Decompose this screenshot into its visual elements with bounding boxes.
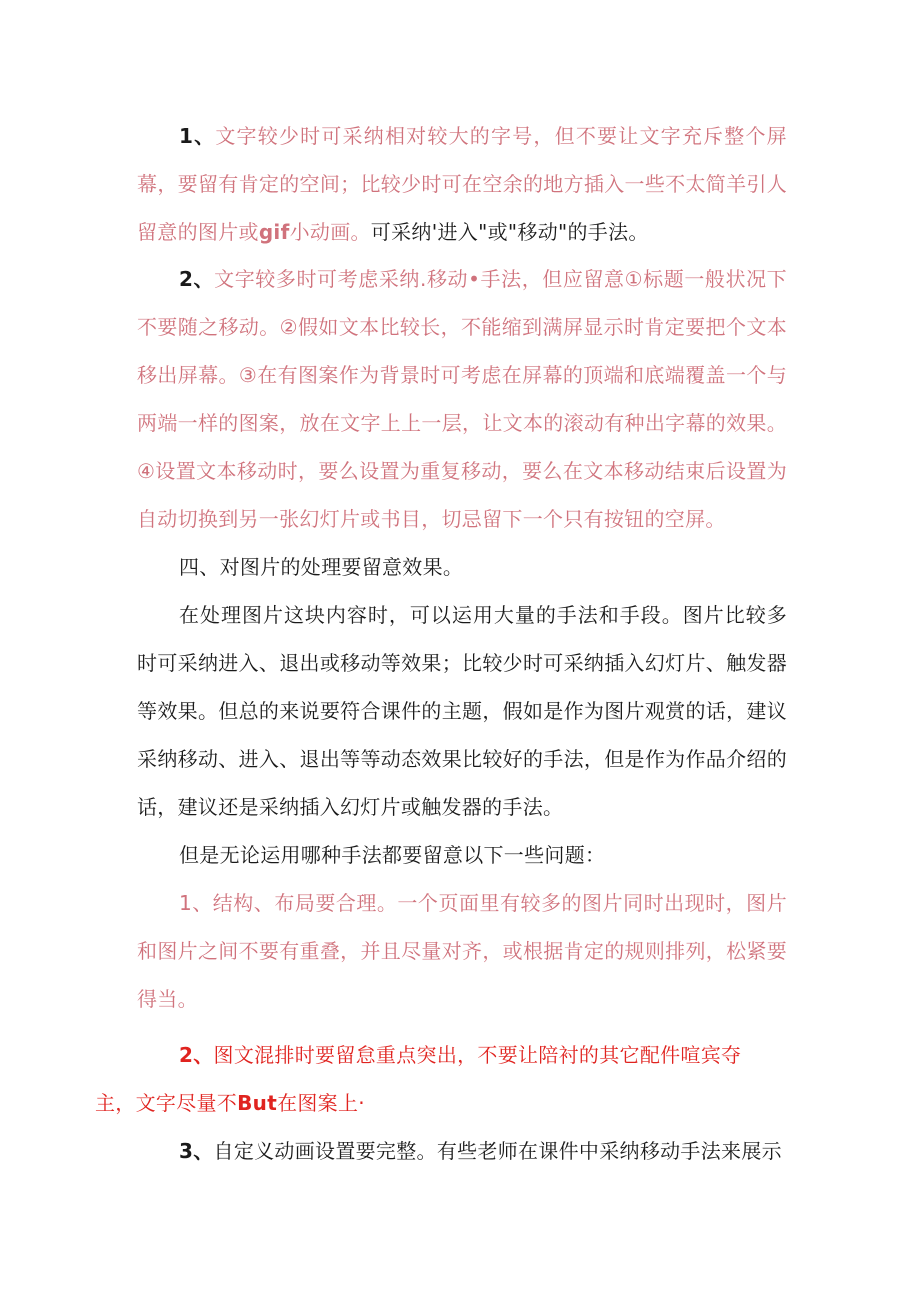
section-heading: 四、对图片的处理要留意效果。	[179, 555, 464, 579]
paragraph-body-tail: 可采纳'进入"或"移动"的手法。	[370, 220, 649, 244]
but-term: But	[237, 1091, 278, 1115]
item-number: 1、	[179, 891, 213, 915]
paragraph-issues-intro: 但是无论运用哪种手法都要留意以下一些问题：	[179, 843, 606, 867]
item-number: 2、	[179, 1043, 214, 1067]
paragraph-body: 自定义动画设置要完整。有些老师在课件中采纳移动手法来展示	[213, 1139, 782, 1163]
paragraph-body: 图文混排时要留怠重点突出，不要让陪衬的其它配件喧宾夺	[213, 1043, 742, 1067]
item-number: 2、	[179, 267, 215, 291]
paragraph-animation	[137, 1127, 787, 1175]
paragraph-text-few	[137, 112, 787, 256]
paragraph-body: 文字较多时可考虑采纳.移动•手法，但应留意①标题一般状况下不要随之移动。②假如文本比较长，不能缩到满屏显示时肯定要把个文本移出屏幕。③在有图案作为背景时可考虑在屏幕的顶端和底端覆盖一个与两端一样的图案，放在文字上上一层，让文本的滚动有种出字幕的效果。④设置文本移动时，要么设置为重复移动，要么在文本移动结束后设置为自动切换到另一张幻灯片或书目，切忌留下一个只有按钮的空屏。	[137, 267, 787, 531]
paragraph-mixed-layout	[95, 1031, 787, 1127]
paragraph-body-line2: 主，文字尽量不	[95, 1091, 238, 1115]
paragraph-image-handling: 在处理图片这块内容时，可以运用大量的手法和手段。图片比较多时可采纳进入、退出或移动等效果；比较少时可采纳插入幻灯片、触发器等效果。但总的来说要符合课件的主题，假如是作为图片观赏的话，建议采纳移动、进入、退出等等动态效果比较好的手法，但是作为作品介绍的话，建议还是采纳插入幻灯片或触发器的手法。	[137, 603, 787, 819]
paragraph-body: 结构、布局要合理。一个页面里有较多的图片同时出现时，图片和图片之间不要有重叠，并且尽量对齐，或根据肯定的规则排列，松紧要得当。	[137, 891, 787, 1011]
paragraph-body: 文字较少时可采纳相对较大的字号，但不要让文字充斥整个屏幕，要留有肯定的空间；比较少时可在空余的地方插入一些不太简羊引人留意的图片或	[137, 124, 787, 244]
paragraph-body-tail: 在图案上·	[277, 1091, 365, 1115]
item-number: 1、	[179, 124, 216, 148]
gif-term: gif	[258, 220, 290, 244]
paragraph-text-many	[137, 255, 787, 543]
item-number: 3、	[179, 1139, 214, 1163]
paragraph-body-cont: 小动画。	[289, 220, 371, 244]
paragraph-layout	[137, 879, 787, 1023]
